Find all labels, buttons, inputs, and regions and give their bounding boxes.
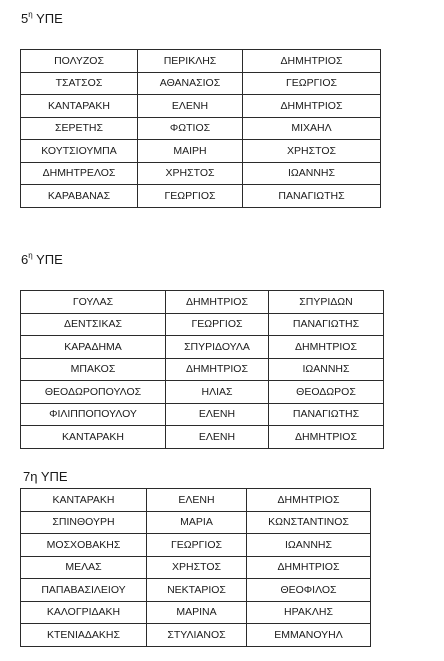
- table-row: [21, 556, 371, 579]
- surname-cell: ΜΟΣΧΟΒΑΚΗΣ: [21, 534, 147, 557]
- section-5-heading-label: ΥΠΕ: [32, 11, 63, 26]
- surname-cell: ΔΕΝΤΣΙΚΑΣ: [21, 313, 166, 336]
- father-name-cell: ΔΗΜΗΤΡΙΟΣ: [247, 556, 371, 579]
- table-row: [21, 313, 384, 336]
- surname-cell: ΣΕΡΕΤΗΣ: [21, 117, 138, 140]
- table-row: [21, 579, 371, 602]
- surname-cell: ΦΙΛΙΠΠΟΠΟΥΛΟΥ: [21, 403, 166, 426]
- surname-cell: ΜΠΑΚΟΣ: [21, 358, 166, 381]
- table-row: [21, 534, 371, 557]
- father-name-cell: ΕΜΜΑΝΟΥΗΛ: [247, 624, 371, 647]
- surname-cell: ΚΑΡΑΔΗΜΑ: [21, 336, 166, 359]
- surname-cell: ΤΣΑΤΣΟΣ: [21, 72, 138, 95]
- section-5-heading: [21, 11, 63, 26]
- surname-cell: ΚΤΕΝΙΑΔΑΚΗΣ: [21, 624, 147, 647]
- surname-cell: ΚΑΡΑΒΑΝΑΣ: [21, 185, 138, 208]
- first-name-cell: ΜΑΡΙΝΑ: [147, 601, 247, 624]
- table-row: [21, 185, 381, 208]
- section-5-heading-superscript: η: [28, 9, 33, 19]
- first-name-cell: ΧΡΗΣΤΟΣ: [147, 556, 247, 579]
- table-row: [21, 50, 381, 73]
- first-name-cell: ΑΘΑΝΑΣΙΟΣ: [138, 72, 243, 95]
- surname-cell: ΓΟΥΛΑΣ: [21, 291, 166, 314]
- father-name-cell: ΣΠΥΡΙΔΩΝ: [269, 291, 384, 314]
- section-5-table: [20, 49, 381, 208]
- table-row: [21, 162, 381, 185]
- first-name-cell: ΔΗΜΗΤΡΙΟΣ: [166, 358, 269, 381]
- first-name-cell: ΜΑΙΡΗ: [138, 140, 243, 163]
- father-name-cell: ΔΗΜΗΤΡΙΟΣ: [247, 489, 371, 512]
- first-name-cell: ΔΗΜΗΤΡΙΟΣ: [166, 291, 269, 314]
- father-name-cell: ΘΕΟΔΩΡΟΣ: [269, 381, 384, 404]
- surname-cell: ΔΗΜΗΤΡΕΛΟΣ: [21, 162, 138, 185]
- surname-cell: ΚΑΛΟΓΡΙΔΑΚΗ: [21, 601, 147, 624]
- father-name-cell: ΠΑΝΑΓΙΩΤΗΣ: [243, 185, 381, 208]
- father-name-cell: ΠΑΝΑΓΙΩΤΗΣ: [269, 313, 384, 336]
- section-7-heading: [23, 469, 68, 484]
- father-name-cell: ΗΡΑΚΛΗΣ: [247, 601, 371, 624]
- surname-cell: ΚΑΝΤΑΡΑΚΗ: [21, 489, 147, 512]
- first-name-cell: ΕΛΕΝΗ: [147, 489, 247, 512]
- first-name-cell: ΗΛΙΑΣ: [166, 381, 269, 404]
- table-row: [21, 291, 384, 314]
- father-name-cell: ΜΙΧΑΗΛ: [243, 117, 381, 140]
- first-name-cell: ΓΕΩΡΓΙΟΣ: [138, 185, 243, 208]
- father-name-cell: ΔΗΜΗΤΡΙΟΣ: [243, 95, 381, 118]
- section-6-heading-number: 6: [21, 252, 29, 267]
- first-name-cell: ΜΑΡΙΑ: [147, 511, 247, 534]
- section-7-table: [20, 488, 371, 647]
- section-6-table: [20, 290, 384, 449]
- first-name-cell: ΝΕΚΤΑΡΙΟΣ: [147, 579, 247, 602]
- section-6-heading-superscript: η: [28, 250, 33, 260]
- father-name-cell: ΧΡΗΣΤΟΣ: [243, 140, 381, 163]
- father-name-cell: ΙΩΑΝΝΗΣ: [247, 534, 371, 557]
- father-name-cell: ΔΗΜΗΤΡΙΟΣ: [269, 426, 384, 449]
- father-name-cell: ΠΑΝΑΓΙΩΤΗΣ: [269, 403, 384, 426]
- table-row: [21, 381, 384, 404]
- table-row: [21, 403, 384, 426]
- surname-cell: ΘΕΟΔΩΡΟΠΟΥΛΟΣ: [21, 381, 166, 404]
- section-5-heading-number: 5: [21, 11, 29, 26]
- table-row: [21, 140, 381, 163]
- table-row: [21, 426, 384, 449]
- father-name-cell: ΔΗΜΗΤΡΙΟΣ: [243, 50, 381, 73]
- father-name-cell: ΚΩΝΣΤΑΝΤΙΝΟΣ: [247, 511, 371, 534]
- surname-cell: ΚΑΝΤΑΡΑΚΗ: [21, 95, 138, 118]
- table-row: [21, 601, 371, 624]
- surname-cell: ΠΟΛΥΖΟΣ: [21, 50, 138, 73]
- father-name-cell: ΘΕΟΦΙΛΟΣ: [247, 579, 371, 602]
- first-name-cell: ΓΕΩΡΓΙΟΣ: [147, 534, 247, 557]
- first-name-cell: ΧΡΗΣΤΟΣ: [138, 162, 243, 185]
- section-7-heading-label: 7η ΥΠΕ: [23, 469, 68, 484]
- first-name-cell: ΓΕΩΡΓΙΟΣ: [166, 313, 269, 336]
- surname-cell: ΚΑΝΤΑΡΑΚΗ: [21, 426, 166, 449]
- table-row: [21, 336, 384, 359]
- first-name-cell: ΕΛΕΝΗ: [138, 95, 243, 118]
- section-6-heading: [21, 252, 63, 267]
- father-name-cell: ΙΩΑΝΝΗΣ: [269, 358, 384, 381]
- first-name-cell: ΣΠΥΡΙΔΟΥΛΑ: [166, 336, 269, 359]
- first-name-cell: ΦΩΤΙΟΣ: [138, 117, 243, 140]
- table-row: [21, 511, 371, 534]
- first-name-cell: ΕΛΕΝΗ: [166, 426, 269, 449]
- surname-cell: ΠΑΠΑΒΑΣΙΛΕΙΟΥ: [21, 579, 147, 602]
- father-name-cell: ΔΗΜΗΤΡΙΟΣ: [269, 336, 384, 359]
- father-name-cell: ΙΩΑΝΝΗΣ: [243, 162, 381, 185]
- father-name-cell: ΓΕΩΡΓΙΟΣ: [243, 72, 381, 95]
- section-6-heading-label: ΥΠΕ: [32, 252, 63, 267]
- surname-cell: ΚΟΥΤΣΙΟΥΜΠΑ: [21, 140, 138, 163]
- table-row: [21, 72, 381, 95]
- surname-cell: ΜΕΛΑΣ: [21, 556, 147, 579]
- first-name-cell: ΕΛΕΝΗ: [166, 403, 269, 426]
- surname-cell: ΣΠΙΝΘΟΥΡΗ: [21, 511, 147, 534]
- table-row: [21, 489, 371, 512]
- table-row: [21, 117, 381, 140]
- table-row: [21, 358, 384, 381]
- first-name-cell: ΣΤΥΛΙΑΝΟΣ: [147, 624, 247, 647]
- table-row: [21, 95, 381, 118]
- first-name-cell: ΠΕΡΙΚΛΗΣ: [138, 50, 243, 73]
- table-row: [21, 624, 371, 647]
